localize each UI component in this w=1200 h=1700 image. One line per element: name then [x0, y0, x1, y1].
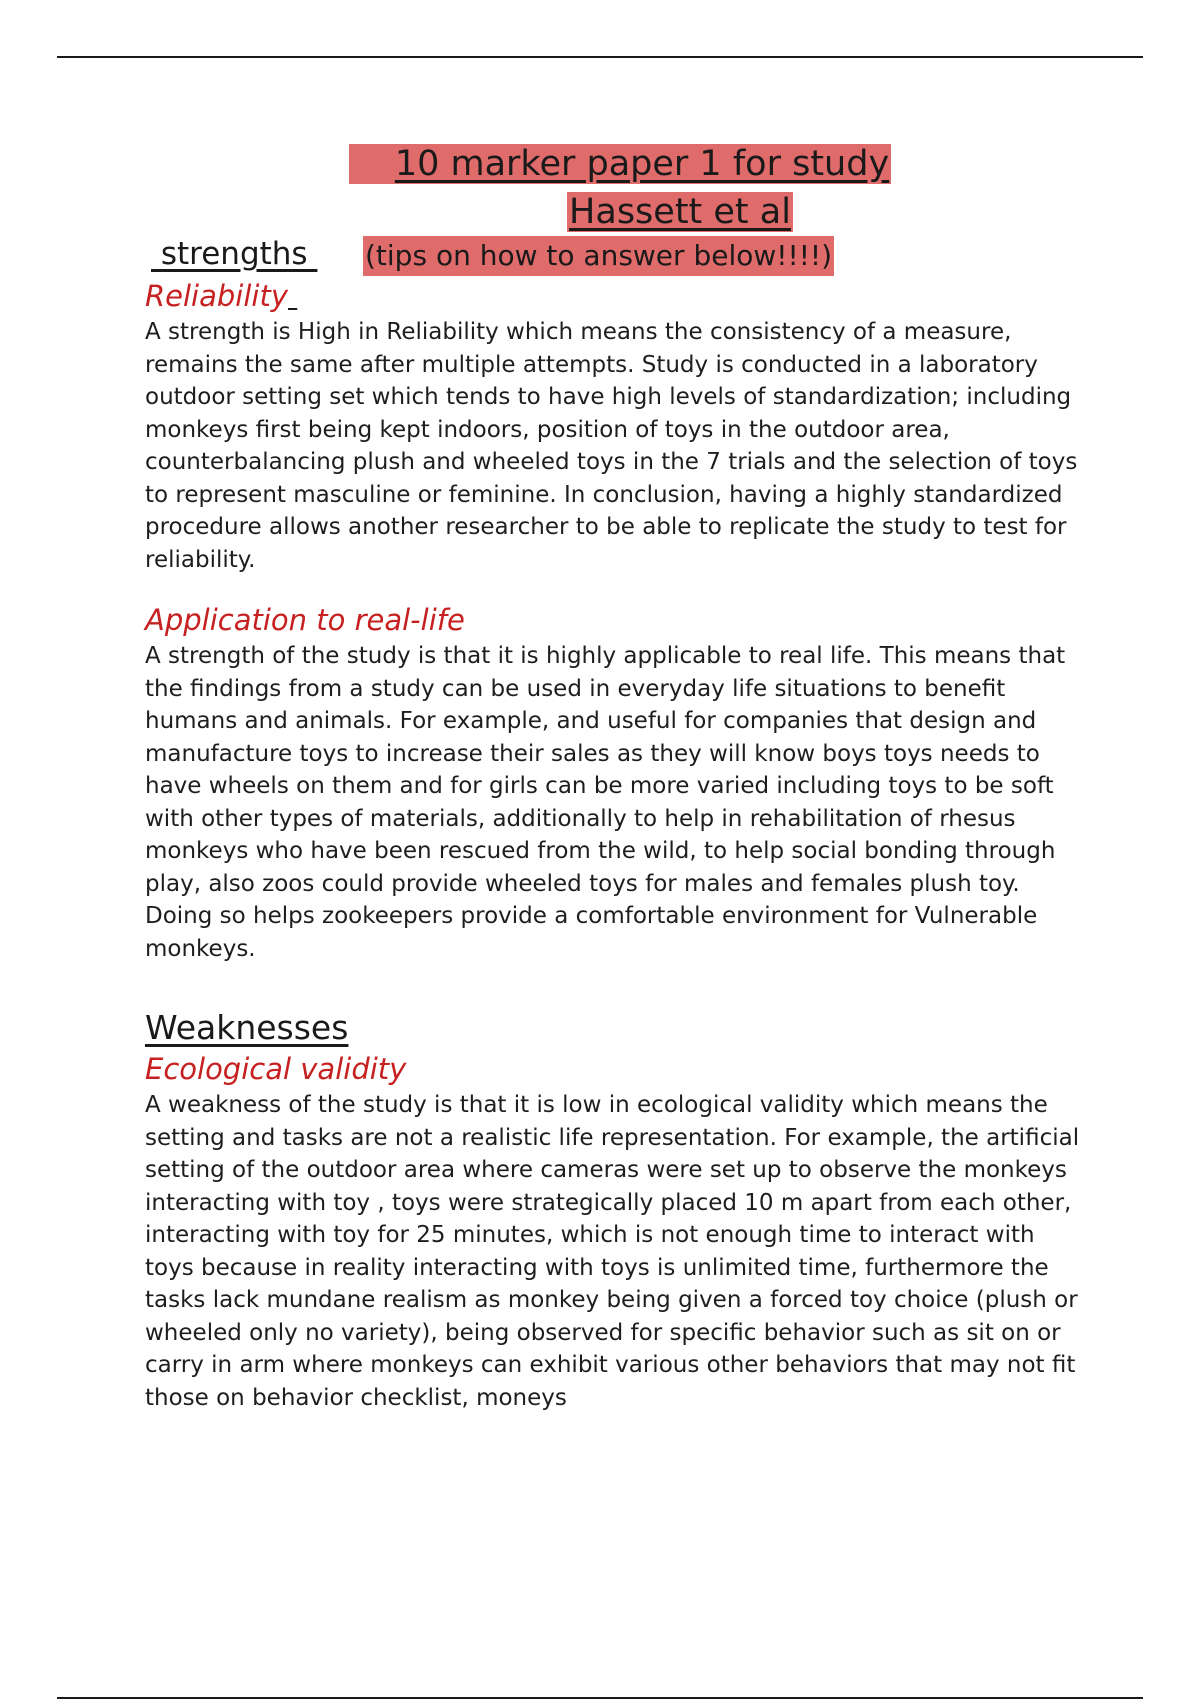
weaknesses-heading: Weaknesses — [145, 1008, 349, 1047]
document-page — [145, 140, 1095, 1414]
reliability-heading — [145, 276, 1095, 316]
title-text-1: 10 marker paper 1 for study — [349, 144, 891, 184]
ecological-validity-paragraph: A weakness of the study is that it is low in ecological validity which means the setting and tasks are not a realistic life representation. For example, the artificial setting of the outdoor area where cameras were set up to observe the monkeys interacting with toy , toys were strategically placed 10 m apart from each other, interacting with toy for 25 minutes, which is not enough time to interact with toys because in reality interacting with toys is unlimited time, furthermore the tasks lack mundane realism as monkey being given a forced toy choice (plush or wheeled only no variety), being observed for specific behavior such as sit on or carry in arm where monkeys can exhibit various other behaviors that may not fit those on behavior checklist, moneys — [145, 1092, 1080, 1411]
ecological-validity-heading: Ecological validity — [145, 1052, 407, 1086]
heading-underline-mark — [288, 279, 297, 313]
title-line-1 — [145, 140, 1095, 188]
page-top-rule — [57, 56, 1143, 58]
spacer — [145, 965, 1095, 1007]
reliability-heading-text: Reliability — [145, 279, 288, 313]
title-text-2: Hassett et al — [569, 192, 791, 232]
tips-note: (tips on how to answer below!!!!) — [363, 236, 834, 276]
application-heading: Application to real-life — [145, 603, 465, 637]
title-line-2 — [265, 188, 1095, 236]
page-bottom-rule — [57, 1697, 1143, 1699]
strengths-heading: strengths — [151, 236, 318, 272]
strengths-row — [145, 234, 1095, 278]
reliability-paragraph: A strength is High in Reliability which means the consistency of a measure, remains the same after multiple attempts. Study is conducted in a laboratory outdoor setting set which tends to have high levels of standardization; including monkeys first being kept indoors, position of toys in the outdoor area, counterbalancing plush and wheeled toys in the 7 trials and the selection of toys to represent masculine or feminine. In conclusion, having a highly standardized procedure allows another researcher to be able to replicate the study to test for reliability. — [145, 319, 1078, 573]
spacer — [145, 576, 1095, 600]
application-paragraph: A strength of the study is that it is highly applicable to real life. This means that the findings from a study can be used in everyday life situations to benefit humans and animals. For example, and useful for companies that design and manufacture toys to increase their sales as they will know boys toys needs to have wheels on them and for girls can be more varied including toys to be soft with other types of materials, additionally to help in rehabilitation of rhesus monkeys who have been rescued from the wild, to help social bonding through play, also zoos could provide wheeled toys for males and females plush toy. Doing so helps zookeepers provide a comfortable environment for Vulnerable monkeys. — [145, 643, 1066, 962]
